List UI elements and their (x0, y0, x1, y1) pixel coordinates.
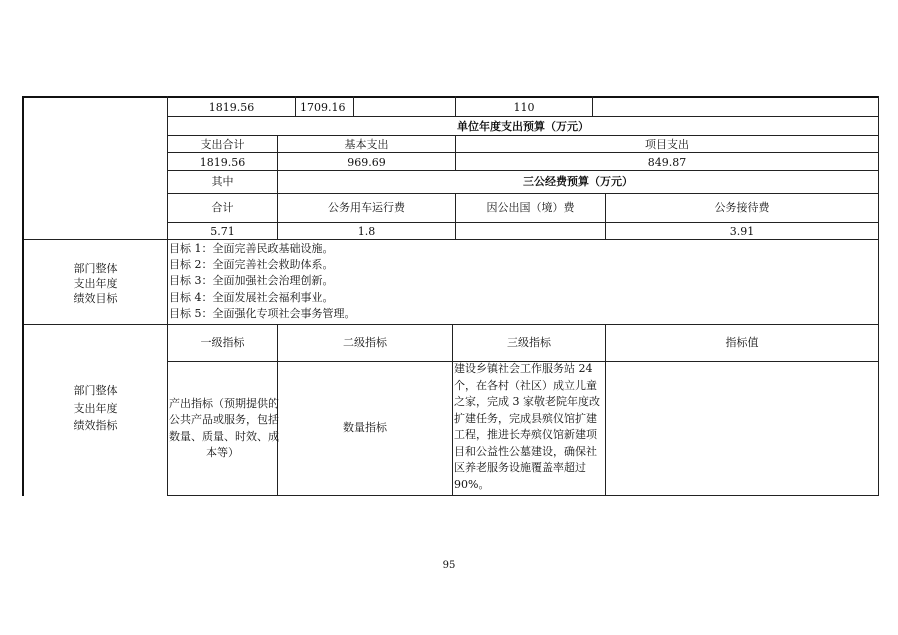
goal-item: 目标 1：全面完善民政基础设施。 (169, 242, 334, 255)
three-public-header-reception: 公务接待费 (714, 201, 770, 214)
row-line (167, 135, 879, 136)
indicators-header-value: 指标值 (725, 336, 759, 349)
top-basic: 1709.16 (300, 101, 346, 114)
goal-item: 目标 5：全面强化专项社会事务管理。 (169, 307, 356, 320)
col-line (592, 96, 593, 116)
col-line (295, 96, 296, 116)
three-public-left-label: 其中 (211, 175, 234, 188)
three-public-header-total: 合计 (211, 201, 234, 214)
annual-header-basic: 基本支出 (344, 138, 389, 151)
goals-label-line-3: 绩效目标 (73, 292, 118, 305)
three-public-title: 三公经费预算（万元） (523, 175, 633, 188)
level1-line: 公共产品或服务，包括 (169, 413, 279, 426)
col-line (277, 324, 278, 496)
annual-value-project: 849.87 (647, 156, 687, 169)
annual-budget-title: 单位年度支出预算（万元） (457, 120, 589, 133)
section-line (22, 324, 879, 325)
annual-value-total: 1819.56 (199, 156, 246, 169)
three-public-header-abroad: 因公出国（境）费 (486, 201, 575, 214)
level3-line: 目和公益性公墓建设，确保社 (454, 445, 597, 458)
three-public-value-total: 5.71 (210, 225, 235, 238)
goal-item: 目标 2：全面完善社会救助体系。 (169, 258, 334, 271)
level3-line: 区养老服务设施覆盖率超过 (454, 461, 586, 474)
level1-line: 数量、质量、时效、成 (169, 430, 279, 443)
table-top-border (22, 96, 879, 98)
level3-line: 扩建任务，完成县殡仪馆扩建 (454, 412, 597, 425)
level2-value: 数量指标 (343, 421, 387, 434)
three-public-value-reception: 3.91 (729, 225, 755, 238)
col-line (353, 96, 354, 116)
indicators-label-line-1: 部门整体 (73, 384, 118, 397)
level3-line: 90%。 (454, 478, 490, 491)
annual-header-total: 支出合计 (200, 138, 245, 151)
indicators-header-level1: 一级指标 (200, 336, 245, 349)
indicators-header-level2: 二级指标 (343, 336, 387, 349)
indicators-label-line-2: 支出年度 (73, 402, 118, 415)
row-line (167, 170, 879, 171)
goals-label-line-2: 支出年度 (73, 277, 118, 290)
goal-item: 目标 3：全面加强社会治理创新。 (169, 274, 334, 287)
level3-line: 个，在各村（社区）成立儿童 (454, 379, 597, 392)
section-line (22, 239, 879, 240)
goal-item: 目标 4：全面发展社会福利事业。 (169, 291, 334, 304)
table-right-border (878, 96, 879, 496)
level3-line: 之家，完成 3 家敬老院年度改 (454, 395, 600, 408)
level3-line: 建设乡镇社会工作服务站 24 (454, 362, 593, 375)
col-line (605, 324, 606, 496)
col-line (455, 193, 456, 239)
row-line (167, 495, 879, 496)
indicators-label-line-3: 绩效指标 (73, 419, 118, 432)
col-line (452, 324, 453, 496)
row-line (167, 193, 879, 194)
level1-line: 产出指标（预期提供的 (169, 397, 279, 410)
three-public-header-car: 公务用车运行费 (328, 201, 405, 214)
page-number: 95 (442, 560, 456, 571)
three-public-value-car: 1.8 (357, 225, 376, 238)
annual-header-project: 项目支出 (645, 138, 689, 151)
row-line (167, 152, 879, 153)
row-line (167, 222, 879, 223)
level1-line: 本等） (206, 446, 239, 459)
top-total: 1819.56 (208, 101, 255, 114)
goals-label-line-1: 部门整体 (73, 262, 118, 275)
top-count: 110 (513, 101, 535, 114)
row-line (167, 116, 879, 117)
level3-line: 工程，推进长寿殡仪馆新建项 (454, 428, 597, 441)
indicators-header-level3: 三级指标 (507, 336, 551, 349)
annual-value-basic: 969.69 (347, 156, 386, 169)
